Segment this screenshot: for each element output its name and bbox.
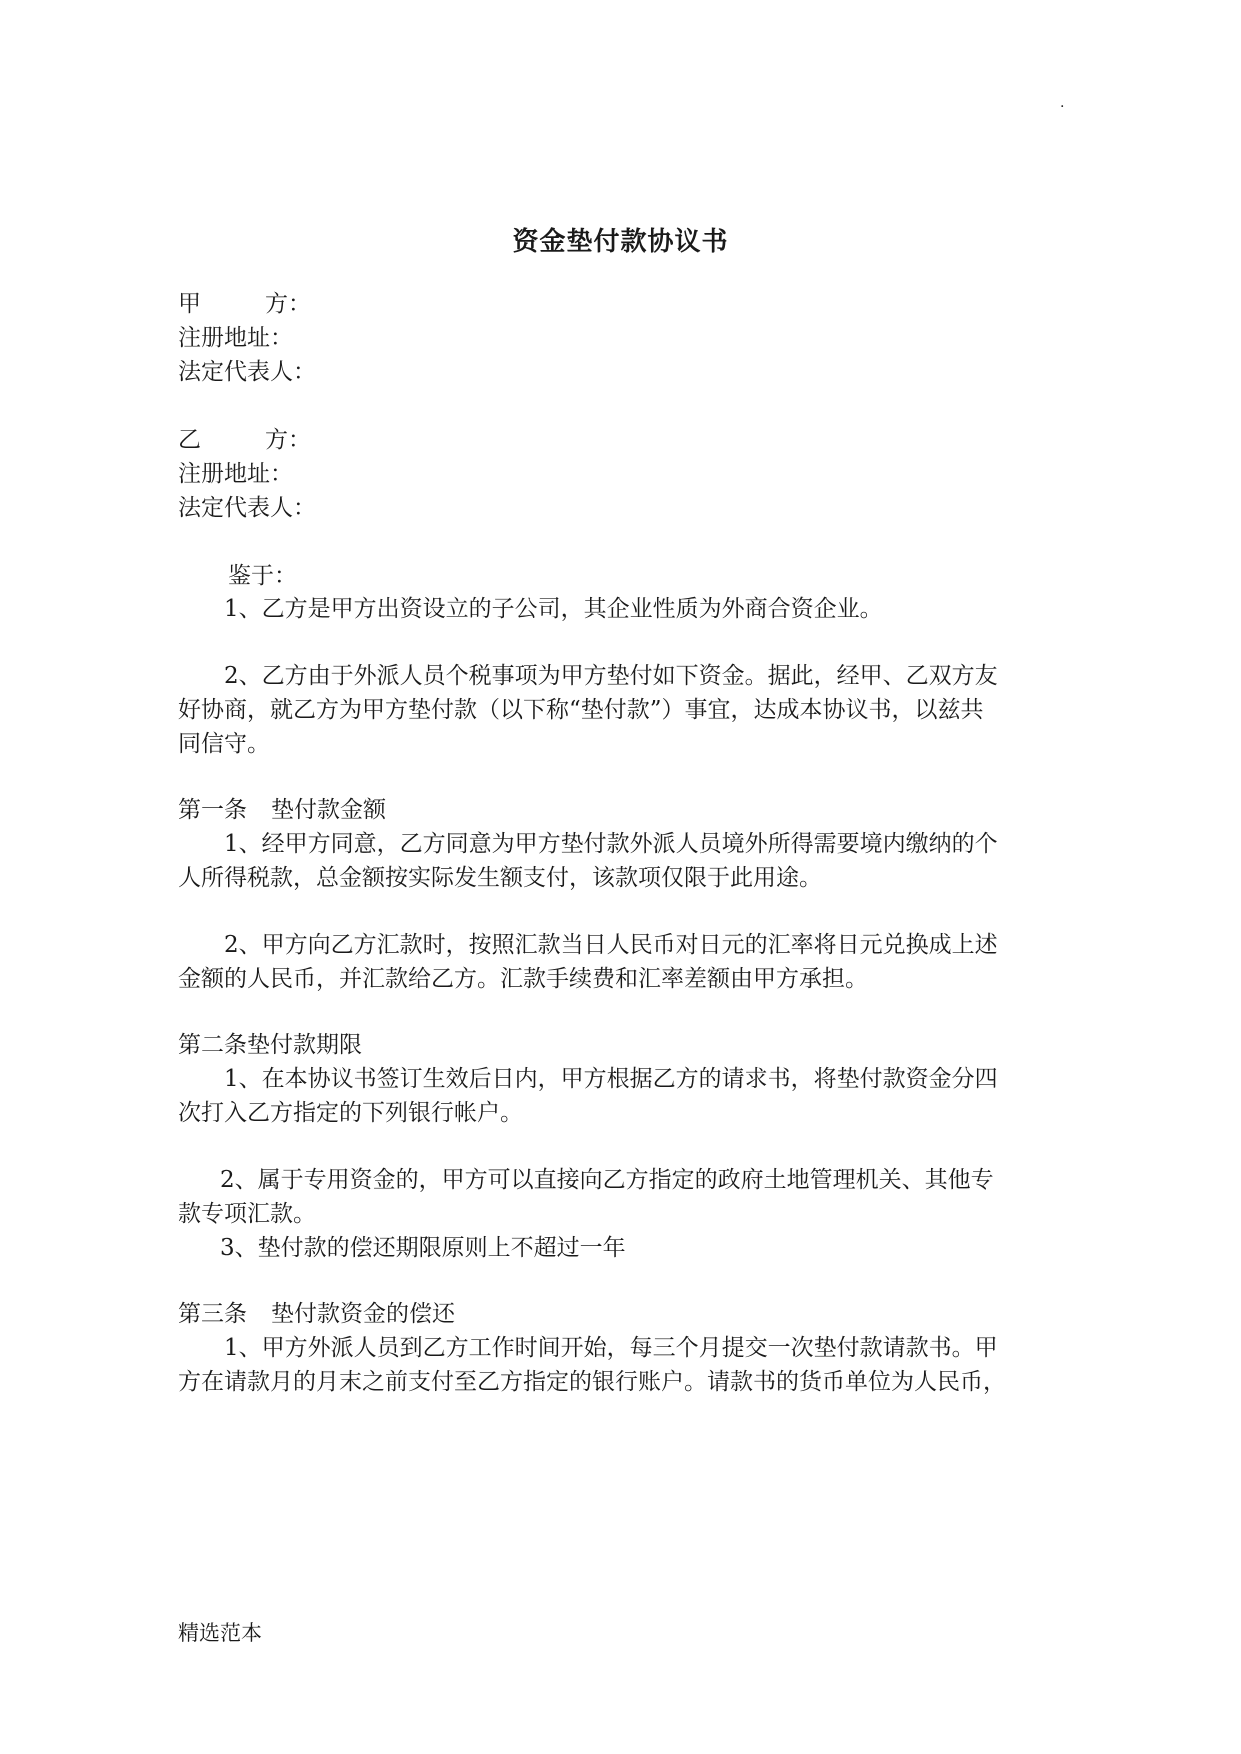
whereas-item-1: 1、乙方是甲方出资设立的子公司，其企业性质为外商合资企业。 <box>224 596 883 622</box>
article-2-item-3: 3、垫付款的偿还期限原则上不超过一年 <box>220 1235 626 1261</box>
article-3-item-1-line-1: 1、甲方外派人员到乙方工作时间开始，每三个月提交一次垫付款请款书。甲 <box>224 1335 998 1361</box>
whereas-heading: 鉴于： <box>228 563 297 589</box>
article-2-heading: 第二条垫付款期限 <box>178 1032 362 1058</box>
party-b-address-label: 注册地址： <box>178 461 293 487</box>
party-a-name-line <box>178 288 311 320</box>
article-1-item-1-line-2: 人所得税款，总金额按实际发生额支付，该款项仅限于此用途。 <box>178 865 822 891</box>
article-2-item-2-line-1: 2、属于专用资金的，甲方可以直接向乙方指定的政府土地管理机关、其他专 <box>220 1167 994 1193</box>
whereas-item-2-line-2: 好协商，就乙方为甲方垫付款（以下称“垫付款”）事宜，达成本协议书，以兹共 <box>178 697 984 723</box>
whereas-item-2-line-1: 2、乙方由于外派人员个税事项为甲方垫付如下资金。据此，经甲、乙双方友 <box>224 663 998 689</box>
article-2-item-1-line-1: 1、在本协议书签订生效后日内，甲方根据乙方的请求书，将垫付款资金分四 <box>224 1066 998 1092</box>
article-1-number: 第一条 <box>178 797 247 823</box>
header-mark: . <box>1060 95 1065 111</box>
article-2-item-1-line-2: 次打入乙方指定的下列银行帐户。 <box>178 1100 523 1126</box>
whereas-item-2-line-3: 同信守。 <box>178 731 270 757</box>
party-a-rep-label: 法定代表人： <box>178 359 316 385</box>
article-3-title: 垫付款资金的偿还 <box>271 1301 455 1327</box>
party-a-label: 甲 <box>178 291 201 317</box>
footer-label: 精选范本 <box>178 1621 262 1645</box>
party-b-label: 乙 <box>178 427 201 453</box>
article-1-heading <box>178 794 386 826</box>
article-1-item-1-line-1: 1、经甲方同意，乙方同意为甲方垫付款外派人员境外所得需要境内缴纳的个 <box>224 831 998 857</box>
party-b-label-suffix: 方： <box>265 427 311 453</box>
article-1-item-2-line-2: 金额的人民币，并汇款给乙方。汇款手续费和汇率差额由甲方承担。 <box>178 966 868 992</box>
article-1-title: 垫付款金额 <box>271 797 386 823</box>
article-3-heading <box>178 1298 455 1330</box>
party-a-address-label: 注册地址： <box>178 325 293 351</box>
party-b-rep-label: 法定代表人： <box>178 495 316 521</box>
party-a-label-suffix: 方： <box>265 291 311 317</box>
article-3-number: 第三条 <box>178 1301 247 1327</box>
document-title: 资金垫付款协议书 <box>512 227 729 257</box>
article-1-item-2-line-1: 2、甲方向乙方汇款时，按照汇款当日人民币对日元的汇率将日元兑换成上述 <box>224 932 998 958</box>
party-b-name-line <box>178 424 311 456</box>
article-3-item-1-line-2: 方在请款月的月末之前支付至乙方指定的银行账户。请款书的货币单位为人民币， <box>178 1369 1006 1395</box>
article-2-item-2-line-2: 款专项汇款。 <box>178 1201 316 1227</box>
